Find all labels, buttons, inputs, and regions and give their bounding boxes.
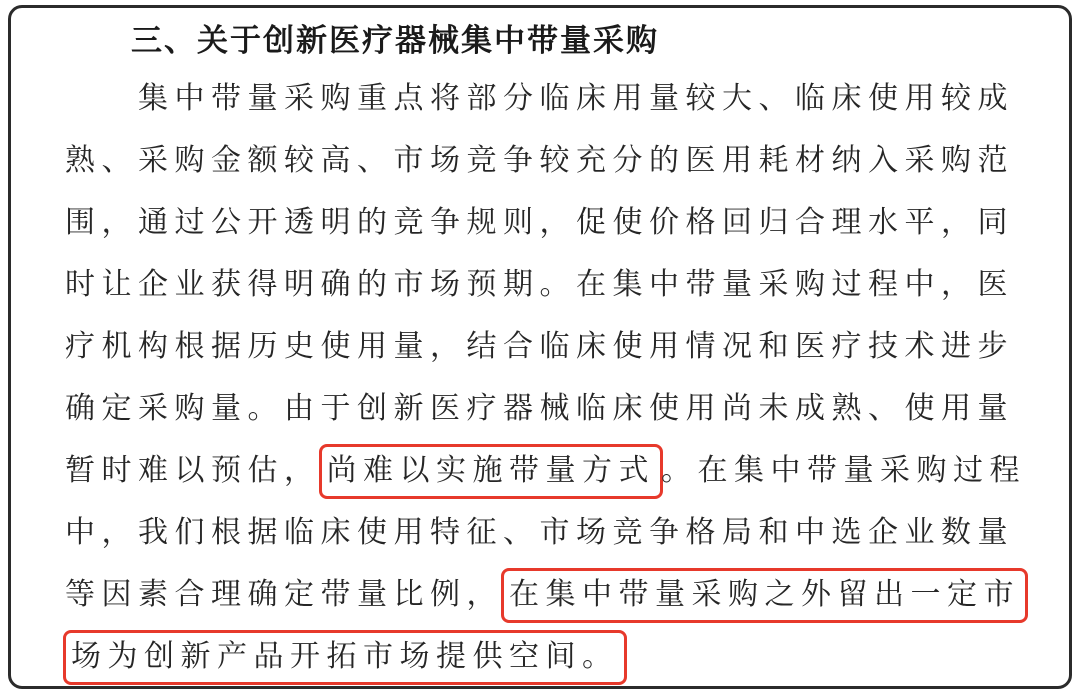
- highlighted-phrase: 尚难以实施带量方式: [319, 444, 664, 499]
- text-segment: 熟、采购金额较高、市场竞争较充分的医用耗材纳入采购范: [65, 144, 1014, 177]
- text-segment: 集中带量采购重点将部分临床用量较大、临床使用较成: [138, 82, 1014, 115]
- text-line: [65, 378, 1015, 440]
- text-segment: 疗机构根据历史使用量，结合临床使用情况和医疗技术进步: [65, 330, 1014, 363]
- text-line: [65, 316, 1015, 378]
- text-segment: 等因素合理确定带量比例，: [65, 578, 503, 611]
- text-line: [65, 440, 1026, 502]
- document-page: [8, 5, 1072, 689]
- text-line: [65, 564, 1020, 626]
- text-line: [65, 192, 1015, 254]
- section-title: 三、关于创新医疗器械集中带量采购: [131, 23, 659, 58]
- text-segment: 中，我们根据临床使用特征、市场竞争格局和中选企业数量: [65, 516, 1014, 549]
- highlighted-phrase: 在集中带量采购之外留出一定市: [501, 568, 1028, 623]
- text-line: [65, 68, 1015, 130]
- text-segment: 暂时难以预估，: [65, 454, 321, 487]
- text-line: [65, 254, 1015, 316]
- text-line: [65, 130, 1015, 192]
- text-segment: 时让企业获得明确的市场预期。在集中带量采购过程中，医: [65, 268, 1014, 301]
- text-segment: 围，通过公开透明的竞争规则，促使价格回归合理水平，同: [65, 206, 1014, 239]
- highlighted-phrase: 场为创新产品开拓市场提供空间。: [63, 630, 627, 685]
- text-line: [65, 502, 1015, 564]
- text-segment: 。在集中带量采购过程: [661, 454, 1026, 487]
- text-segment: 确定采购量。由于创新医疗器械临床使用尚未成熟、使用量: [65, 392, 1014, 425]
- text-line: [65, 626, 1015, 688]
- document-body: [65, 68, 1026, 688]
